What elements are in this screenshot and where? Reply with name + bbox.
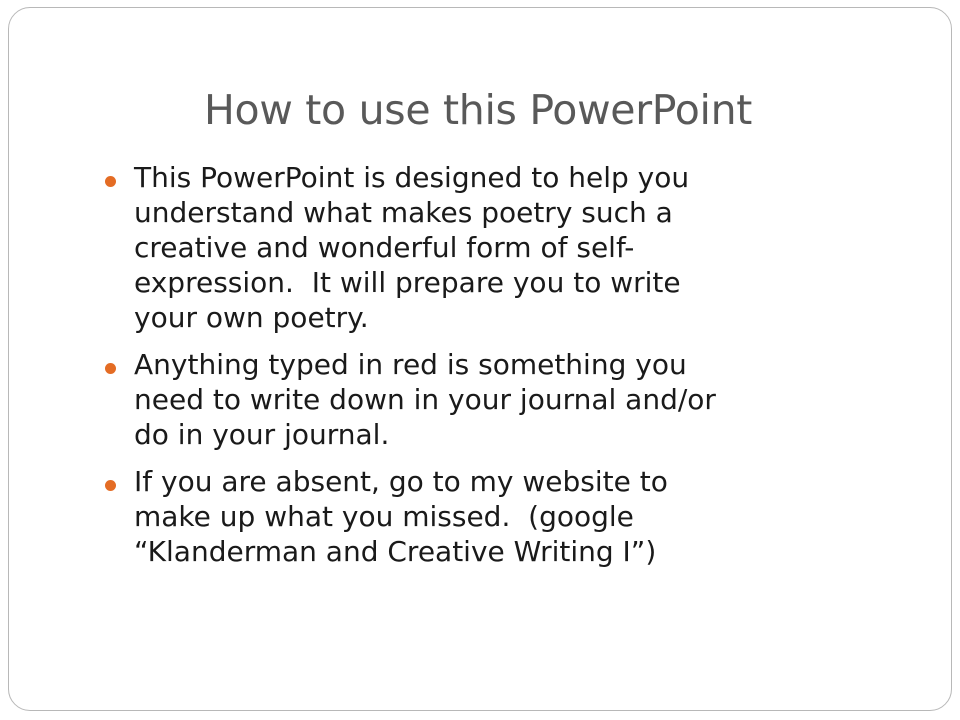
bullet-line: expression. It will prepare you to write (134, 266, 681, 299)
bullet-line: need to write down in your journal and/or (134, 383, 716, 416)
bullet-item (105, 464, 875, 569)
bullet-line: your own poetry. (134, 301, 369, 334)
bullet-line: do in your journal. (134, 418, 390, 451)
bullet-item (105, 347, 875, 452)
bullet-text (134, 160, 875, 335)
bullet-dot-icon (105, 176, 116, 187)
bullet-line: Anything typed in red is something you (134, 348, 687, 381)
bullet-dot-icon (105, 480, 116, 491)
bullet-line: understand what makes poetry such a (134, 196, 673, 229)
bullet-item (105, 160, 875, 335)
bullet-list (105, 160, 875, 581)
bullet-text (134, 464, 875, 569)
bullet-line: make up what you missed. (google (134, 500, 634, 533)
bullet-text (134, 347, 875, 452)
bullet-line: This PowerPoint is designed to help you (134, 161, 690, 194)
bullet-line: creative and wonderful form of self- (134, 231, 635, 264)
bullet-line: If you are absent, go to my website to (134, 465, 668, 498)
bullet-line: “Klanderman and Creative Writing I”) (134, 535, 657, 568)
bullet-dot-icon (105, 363, 116, 374)
slide-title: How to use this PowerPoint (204, 86, 753, 134)
